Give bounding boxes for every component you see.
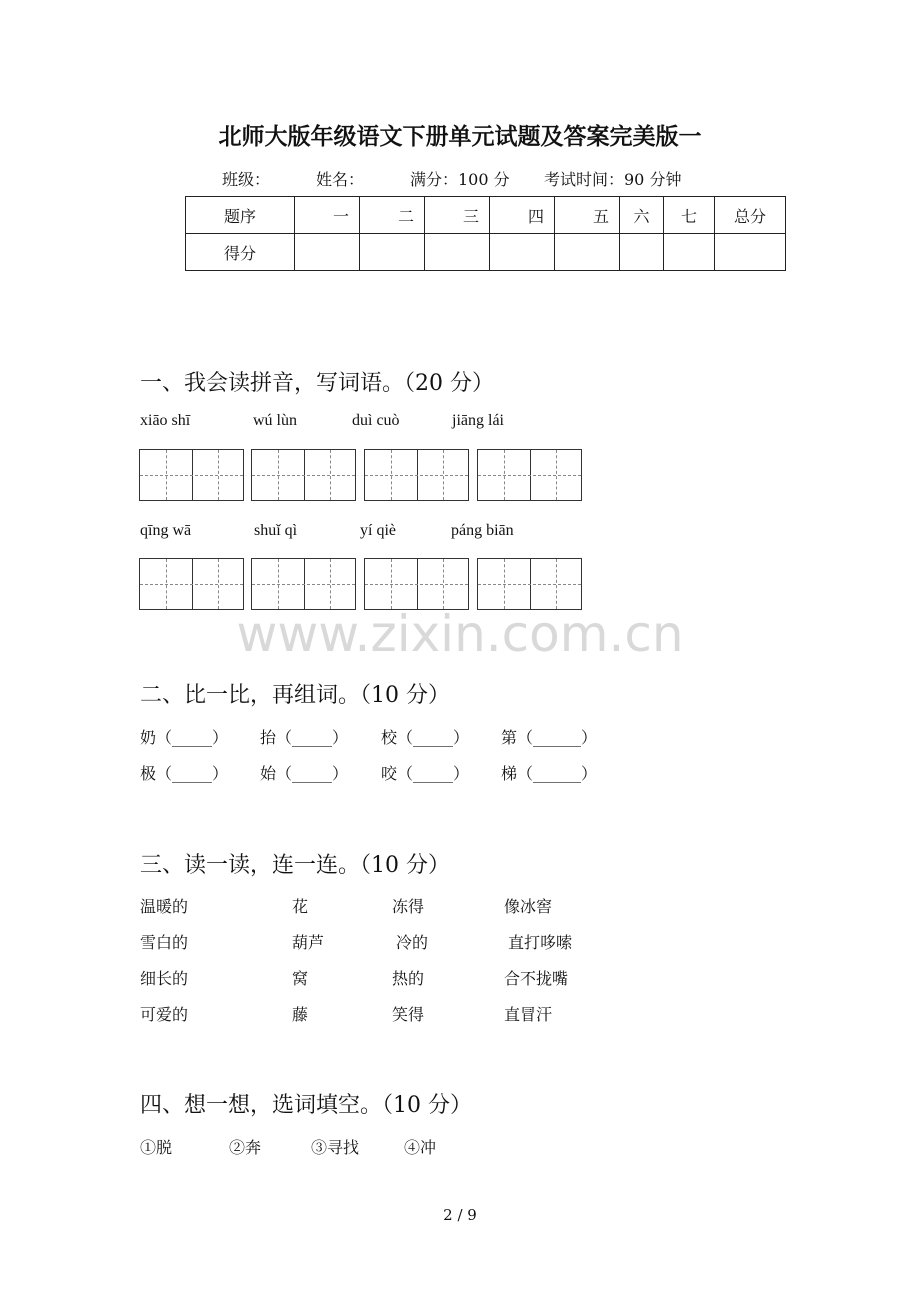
score-input-cell[interactable] <box>715 234 786 271</box>
score-cell: 题序 <box>186 197 295 234</box>
score-input-cell[interactable] <box>620 234 664 271</box>
score-table-score-row <box>186 234 786 271</box>
score-table <box>185 196 786 271</box>
match-item[interactable]: 花 <box>292 897 309 916</box>
score-cell: 三 <box>425 197 490 234</box>
word-blank[interactable]: 咬（_____） <box>381 764 470 783</box>
page-number: 2 / 9 <box>443 1206 477 1224</box>
match-item[interactable]: 直冒汗 <box>504 1005 553 1024</box>
score-input-cell[interactable] <box>425 234 490 271</box>
name-label: 姓名： <box>316 170 365 189</box>
score-table-header-row <box>186 197 786 234</box>
watermark: www.zixin.com.cn <box>236 605 684 663</box>
score-cell: 六 <box>620 197 664 234</box>
writing-grid[interactable] <box>139 449 244 501</box>
full-score: 满分：100 分 <box>410 170 510 189</box>
word-blank[interactable]: 极（_____） <box>140 764 229 783</box>
word-blank[interactable]: 梯（______） <box>501 764 598 783</box>
section4-heading: 四、想一想，选词填空。（10 分） <box>140 1093 472 1118</box>
pinyin-label: qīng wā <box>140 522 192 539</box>
word-blank[interactable]: 第（______） <box>501 728 598 747</box>
writing-grid[interactable] <box>477 558 582 610</box>
match-item[interactable]: 葫芦 <box>292 933 325 952</box>
pinyin-label: shuǐ qì <box>254 522 298 539</box>
score-input-cell[interactable] <box>295 234 360 271</box>
match-item[interactable]: 藤 <box>292 1005 309 1024</box>
pinyin-label: duì cuò <box>352 412 400 429</box>
word-option: ①脱 <box>140 1138 173 1157</box>
pinyin-label: páng biān <box>451 522 514 539</box>
section1-heading: 一、我会读拼音，写词语。（20 分） <box>140 371 494 396</box>
section3-heading: 三、读一读，连一连。（10 分） <box>140 853 450 878</box>
writing-grid[interactable] <box>139 558 244 610</box>
writing-grid[interactable] <box>364 449 469 501</box>
score-cell: 总分 <box>715 197 786 234</box>
match-item[interactable]: 笑得 <box>392 1005 425 1024</box>
word-blank[interactable]: 校（_____） <box>381 728 470 747</box>
match-item[interactable]: 雪白的 <box>140 933 189 952</box>
match-item[interactable]: 细长的 <box>140 969 189 988</box>
document-title: 北师大版年级语文下册单元试题及答案完美版一 <box>218 123 702 150</box>
word-option: ②奔 <box>229 1138 262 1157</box>
word-option: ④冲 <box>404 1138 437 1157</box>
pinyin-label: jiāng lái <box>452 412 504 429</box>
writing-grid[interactable] <box>477 449 582 501</box>
match-item[interactable]: 可爱的 <box>140 1005 189 1024</box>
score-cell: 二 <box>360 197 425 234</box>
class-label: 班级： <box>222 170 271 189</box>
match-item[interactable]: 热的 <box>392 969 425 988</box>
match-item[interactable]: 窝 <box>292 969 309 988</box>
match-item[interactable]: 像冰窖 <box>504 897 553 916</box>
score-input-cell[interactable] <box>664 234 715 271</box>
section2-heading: 二、比一比，再组词。（10 分） <box>140 683 450 708</box>
word-blank[interactable]: 奶（_____） <box>140 728 229 747</box>
score-cell: 七 <box>664 197 715 234</box>
exam-time: 考试时间：90 分钟 <box>544 170 682 189</box>
match-item[interactable]: 冷的 <box>396 933 429 952</box>
writing-grid[interactable] <box>364 558 469 610</box>
match-item[interactable]: 冻得 <box>392 897 425 916</box>
score-input-cell[interactable] <box>360 234 425 271</box>
pinyin-label: yí qiè <box>360 522 396 539</box>
word-option: ③寻找 <box>311 1138 360 1157</box>
score-cell: 四 <box>490 197 555 234</box>
writing-grid[interactable] <box>251 449 356 501</box>
pinyin-label: xiāo shī <box>140 412 191 429</box>
score-cell: 得分 <box>186 234 295 271</box>
score-input-cell[interactable] <box>555 234 620 271</box>
pinyin-label: wú lùn <box>253 412 297 429</box>
score-input-cell[interactable] <box>490 234 555 271</box>
score-cell: 一 <box>295 197 360 234</box>
match-item[interactable]: 合不拢嘴 <box>504 969 569 988</box>
word-blank[interactable]: 始（_____） <box>260 764 349 783</box>
writing-grid[interactable] <box>251 558 356 610</box>
match-item[interactable]: 温暖的 <box>140 897 189 916</box>
word-blank[interactable]: 抬（_____） <box>260 728 349 747</box>
score-cell: 五 <box>555 197 620 234</box>
match-item[interactable]: 直打哆嗦 <box>508 933 573 952</box>
